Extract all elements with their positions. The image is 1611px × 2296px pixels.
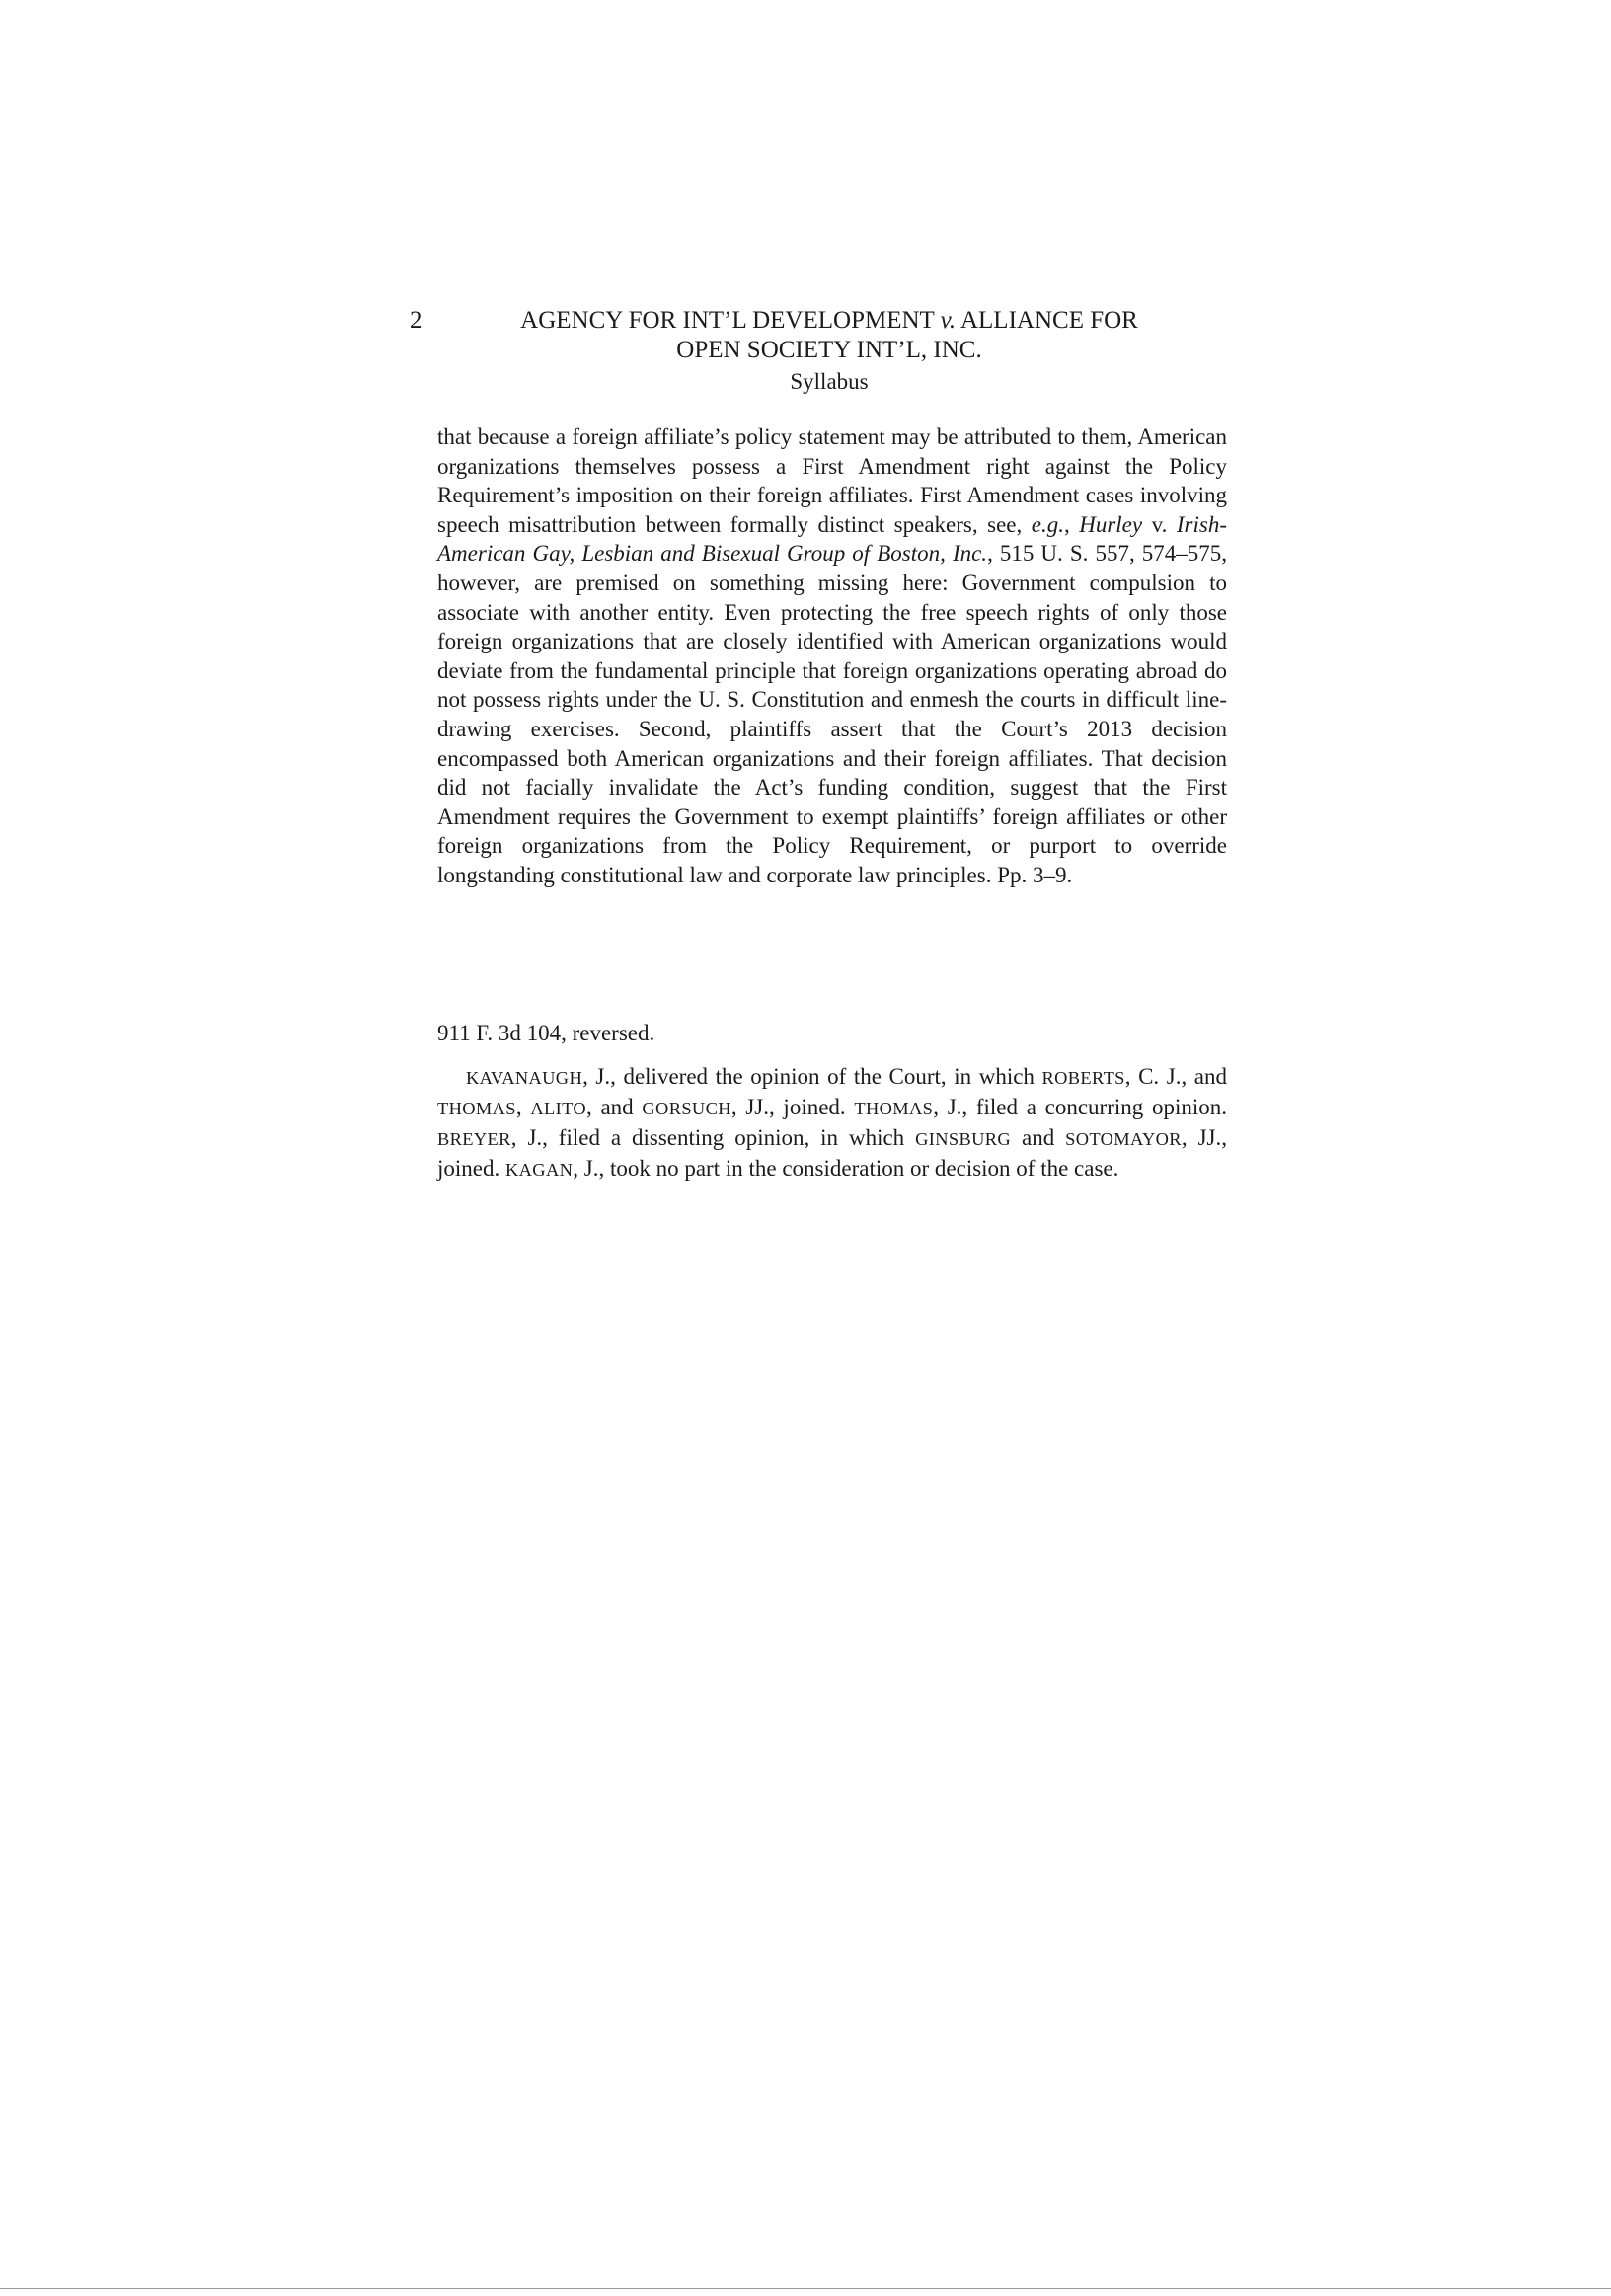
authorship-text-4: , and (586, 1095, 643, 1119)
scan-edge-line (0, 2288, 1611, 2289)
running-head-party-1: AGENCY FOR INT’L DEVELOPMENT (520, 307, 935, 334)
running-head-party-2a: ALLIANCE FOR (959, 307, 1138, 334)
judgment-line: 911 F. 3d 104, reversed. (437, 1021, 655, 1045)
authorship-text-5: , JJ., joined. (730, 1095, 855, 1119)
justice-roberts: ROBERTS (1041, 1068, 1125, 1088)
authorship-paragraph (437, 1062, 1227, 1185)
authorship-text-9: , JJ., joined. (437, 1125, 1227, 1181)
syllabus-paragraph (437, 422, 1227, 890)
justice-alito: ALITO (530, 1099, 587, 1118)
authorship-text-3: , (515, 1095, 531, 1119)
justice-ginsburg: GINSBURG (915, 1129, 1012, 1149)
case-name-hurley: Hurley (1079, 511, 1143, 537)
page-number: 2 (410, 307, 422, 334)
authorship-text-7: , J., filed a dissenting opinion, in which (510, 1125, 916, 1150)
authorship-text-10: , J., took no part in the consideration or decision of the case. (573, 1156, 1119, 1181)
authorship-text-8: and (1011, 1125, 1066, 1150)
syllabus-text-1: that because a foreign affiliate’s policy statement may be attributed to them, American organizations themselves possess a First Amendment right against the Policy Requirement’s imposition on their foreign affiliates. First Amendment cases involving speech misattribution between formally distinct speakers, see, (437, 424, 1227, 537)
syllabus-versus: v. (1142, 511, 1177, 537)
section-label: Syllabus (790, 369, 869, 394)
justice-kagan: KAGAN (505, 1160, 574, 1180)
running-head-line-1 (454, 306, 1204, 336)
justice-gorsuch: GORSUCH (642, 1099, 731, 1118)
justice-thomas: THOMAS (437, 1099, 516, 1118)
syllabus-text-2: , (1063, 511, 1080, 537)
running-head-versus: v. (940, 307, 957, 334)
running-head (454, 306, 1204, 365)
justice-breyer: BREYER (437, 1129, 511, 1149)
authorship-text-6: , J., filed a concurring opinion. (933, 1095, 1227, 1119)
syllabus-text-3: , 515 U. S. 557, 574–575, however, are premised on something missing here: Government compulsion to associate with another entity. Even protecting the free speech rights of only those foreign organizations that are closely identified with American organizations would deviate from the fundamental principle that foreign organizations operating abroad do not possess rights under the U. S. Constitution and enmesh the courts in difficult line-drawing exercises. Second, plaintiffs assert that the Court’s 2013 decision encompassed both American organizations and their foreign affiliates. That decision did not facially invalidate the Act’s funding condition, suggest that the First Amendment requires the Government to exempt plaintiffs’ foreign affiliates or other foreign organizations from the Policy Requirement, or purport to override longstanding constitutional law and corporate law principles. Pp. 3–9. (437, 541, 1227, 887)
running-head-party-2b: OPEN SOCIETY INT’L, INC. (676, 337, 982, 363)
syllabus-eg: e.g. (1031, 511, 1064, 537)
justice-kavanaugh: KAVANAUGH (466, 1068, 583, 1088)
authorship-text-2: , C. J., and (1124, 1064, 1227, 1089)
justice-thomas-concurring: THOMAS (854, 1099, 934, 1118)
case-name-irish-american: Irish-American Gay, Lesbian and Bisexual Group of Boston, Inc. (437, 511, 1227, 567)
authorship-text-1: , J., delivered the opinion of the Court, in which (582, 1064, 1042, 1089)
justice-sotomayor: SOTOMAYOR (1065, 1129, 1182, 1149)
